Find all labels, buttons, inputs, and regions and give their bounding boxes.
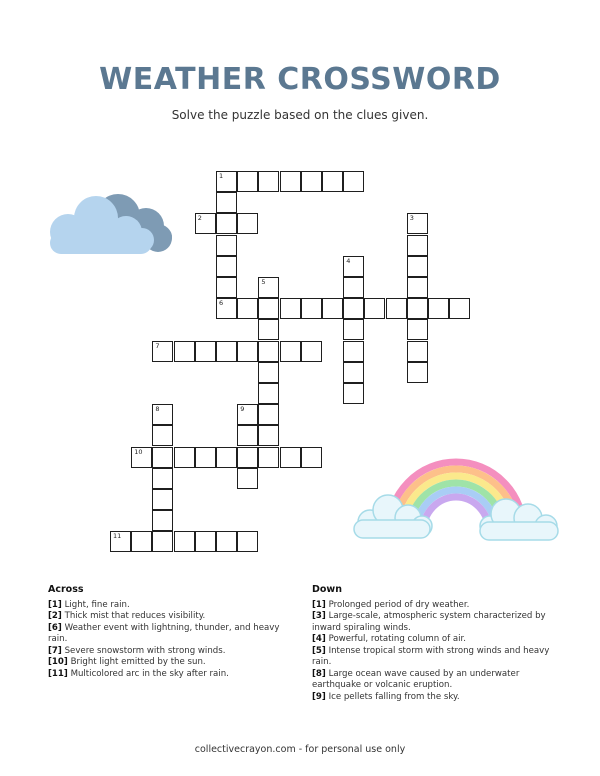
clue-down-3: [3] Large-scale, atmospheric system characterized by inward spiraling winds.	[312, 611, 546, 633]
crossword-cell[interactable]	[322, 171, 343, 192]
crossword-cell[interactable]	[407, 319, 428, 340]
crossword-cell[interactable]	[237, 171, 258, 192]
crossword-cell[interactable]	[280, 341, 301, 362]
crossword-cell[interactable]	[343, 341, 364, 362]
clue-across-11: [11] Multicolored arc in the sky after rain.	[48, 668, 229, 679]
page-title: WEATHER CROSSWORD	[99, 62, 501, 97]
crossword-cell[interactable]	[216, 171, 237, 192]
clue-across-2: [2] Thick mist that reduces visibility.	[48, 611, 206, 621]
crossword-cell[interactable]	[152, 531, 173, 552]
crossword-cell[interactable]	[343, 383, 364, 404]
crossword-cell[interactable]	[301, 447, 322, 468]
crossword-cell[interactable]	[152, 468, 173, 489]
clue-across-1: [1] Light, fine rain.	[48, 599, 130, 610]
cloud-icon	[46, 186, 174, 258]
clue-across-7: [7] Severe snowstorm with strong winds.	[48, 645, 226, 656]
crossword-cell[interactable]	[216, 277, 237, 298]
down-heading: Down	[312, 584, 342, 595]
crossword-cell[interactable]	[258, 171, 279, 192]
crossword-cell[interactable]	[216, 341, 237, 362]
clue-number: 3	[409, 214, 414, 223]
crossword-cell[interactable]	[237, 298, 258, 319]
crossword-cell[interactable]	[343, 256, 364, 277]
crossword-cell[interactable]	[216, 235, 237, 256]
crossword-cell[interactable]	[258, 319, 279, 340]
crossword-cell[interactable]	[343, 277, 364, 298]
crossword-cell[interactable]	[258, 425, 279, 446]
clue-down-1: [1] Prolonged period of dry weather.	[312, 599, 470, 610]
crossword-cell[interactable]	[216, 192, 237, 213]
crossword-cell[interactable]	[174, 531, 195, 552]
crossword-cell[interactable]	[301, 341, 322, 362]
crossword-cell[interactable]	[280, 447, 301, 468]
crossword-cell[interactable]	[237, 468, 258, 489]
crossword-cell[interactable]	[343, 362, 364, 383]
clue-across-10: [10] Bright light emitted by the sun.	[48, 657, 206, 667]
footer-credit: collectivecrayon.com - for personal use only	[194, 744, 406, 755]
clue-down-5: [5] Intense tropical storm with strong winds and heavy rain.	[312, 645, 550, 667]
crossword-cell[interactable]	[428, 298, 449, 319]
crossword-cell[interactable]	[258, 298, 279, 319]
crossword-cell[interactable]	[449, 298, 470, 319]
crossword-cell[interactable]	[195, 213, 216, 234]
clue-number: 6	[219, 299, 224, 308]
crossword-cell[interactable]	[407, 298, 428, 319]
clue-number: 9	[240, 405, 245, 414]
crossword-cell[interactable]	[322, 298, 343, 319]
crossword-cell[interactable]	[301, 171, 322, 192]
crossword-cell[interactable]	[237, 447, 258, 468]
crossword-cell[interactable]	[131, 447, 152, 468]
crossword-cell[interactable]	[407, 256, 428, 277]
crossword-cell[interactable]	[152, 510, 173, 531]
crossword-cell[interactable]	[237, 531, 258, 552]
crossword-cell[interactable]	[407, 235, 428, 256]
clue-number: 7	[155, 341, 160, 350]
crossword-cell[interactable]	[364, 298, 385, 319]
crossword-cell[interactable]	[407, 213, 428, 234]
crossword-cell[interactable]	[152, 404, 173, 425]
clue-down-8: [8] Large ocean wave caused by an underwater earthquake or volcanic eruption.	[312, 668, 520, 690]
crossword-cell[interactable]	[407, 277, 428, 298]
rainbow-icon	[348, 452, 562, 548]
crossword-cell[interactable]	[386, 298, 407, 319]
crossword-cell[interactable]	[343, 171, 364, 192]
crossword-cell[interactable]	[174, 447, 195, 468]
crossword-cell[interactable]	[174, 341, 195, 362]
clue-down-9: [9] Ice pellets falling from the sky.	[312, 691, 460, 702]
crossword-cell[interactable]	[343, 319, 364, 340]
crossword-cell[interactable]	[301, 298, 322, 319]
crossword-cell[interactable]	[152, 341, 173, 362]
crossword-cell[interactable]	[258, 404, 279, 425]
crossword-cell[interactable]	[407, 341, 428, 362]
crossword-cell[interactable]	[195, 447, 216, 468]
crossword-cell[interactable]	[258, 362, 279, 383]
across-clues	[48, 584, 288, 680]
crossword-cell[interactable]	[110, 531, 131, 552]
clue-across-6: [6] Weather event with lightning, thunder, and heavy rain.	[48, 622, 280, 644]
crossword-cell[interactable]	[152, 447, 173, 468]
crossword-cell[interactable]	[131, 531, 152, 552]
clue-number: 11	[113, 532, 122, 541]
crossword-cell[interactable]	[237, 425, 258, 446]
crossword-cell[interactable]	[237, 213, 258, 234]
crossword-cell[interactable]	[237, 341, 258, 362]
clue-number: 4	[346, 256, 351, 265]
crossword-cell[interactable]	[216, 531, 237, 552]
crossword-cell[interactable]	[195, 531, 216, 552]
clue-number: 5	[261, 278, 266, 286]
crossword-cell[interactable]	[237, 404, 258, 425]
page-subtitle: Solve the puzzle based on the clues given.	[171, 108, 429, 122]
crossword-cell[interactable]	[407, 362, 428, 383]
clue-number: 8	[155, 405, 160, 414]
clue-down-4: [4] Powerful, rotating column of air.	[312, 634, 467, 644]
crossword-cell[interactable]	[152, 489, 173, 510]
crossword-cell[interactable]	[258, 341, 279, 362]
crossword-cell[interactable]	[280, 171, 301, 192]
crossword-cell[interactable]	[258, 383, 279, 404]
crossword-cell[interactable]	[258, 447, 279, 468]
crossword-cell[interactable]	[343, 298, 364, 319]
crossword-cell[interactable]	[280, 298, 301, 319]
clue-number: 10	[134, 447, 143, 456]
down-clues	[312, 584, 562, 703]
crossword-cell[interactable]	[216, 213, 237, 234]
crossword-cell[interactable]	[195, 341, 216, 362]
crossword-cell[interactable]	[216, 256, 237, 277]
crossword-cell[interactable]	[152, 425, 173, 446]
crossword-cell[interactable]	[216, 447, 237, 468]
clue-number: 2	[197, 214, 202, 223]
crossword-cell[interactable]	[258, 277, 279, 298]
across-heading: Across	[48, 584, 84, 595]
clue-number: 1	[219, 172, 224, 180]
crossword-cell[interactable]	[216, 298, 237, 319]
